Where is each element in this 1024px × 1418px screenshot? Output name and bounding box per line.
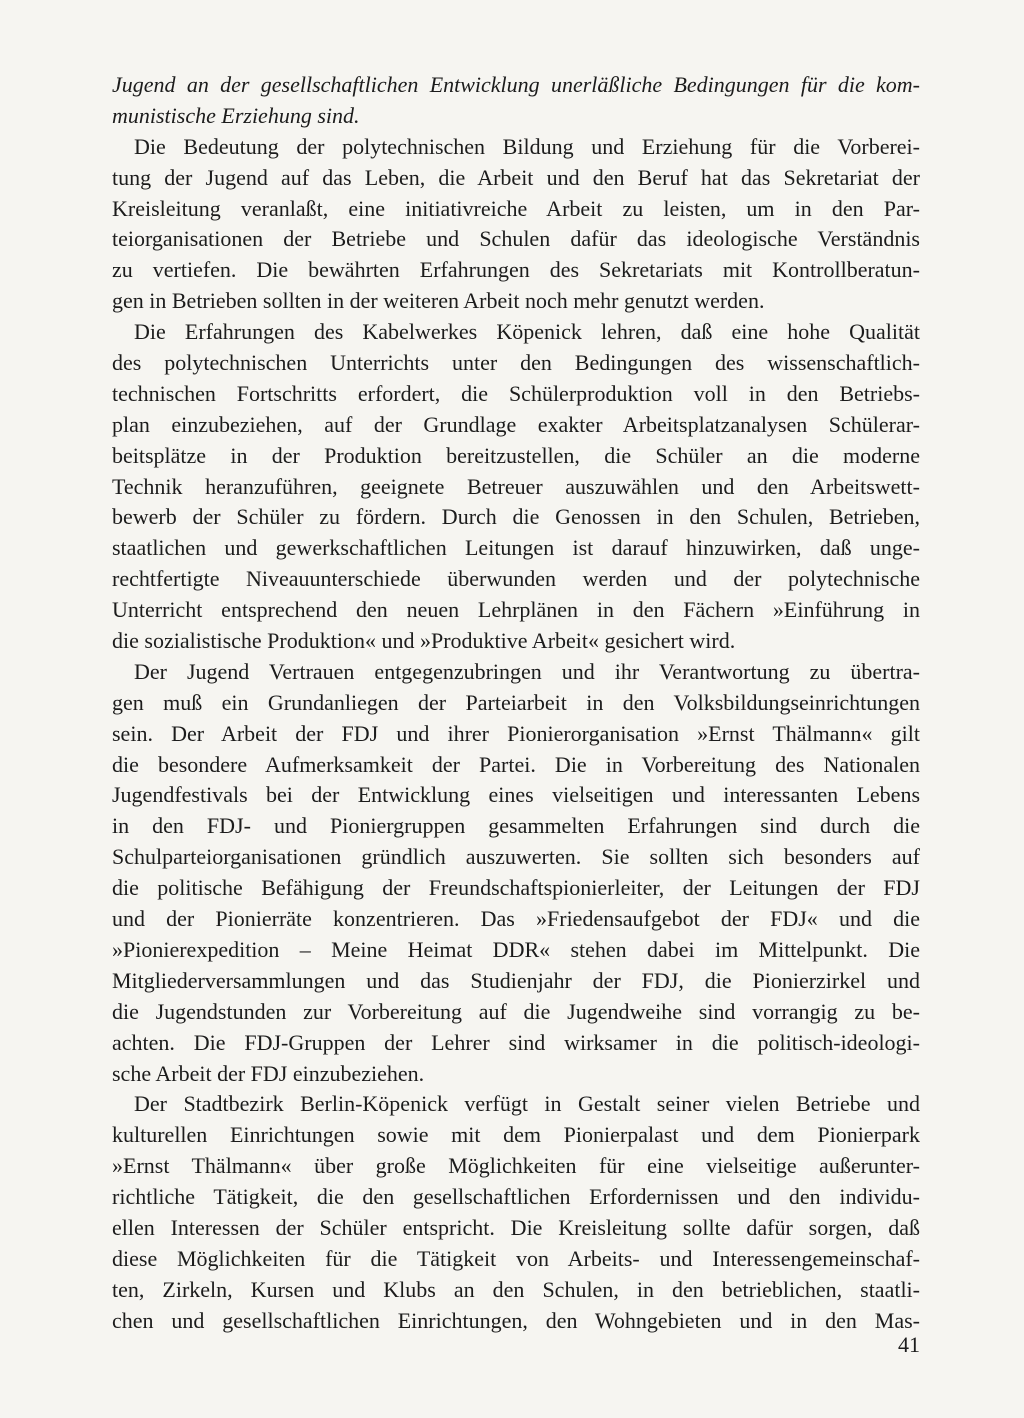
text-line: chen und gesellschaftlichen Einrichtungen, den Wohngebieten und in den Mas- (112, 1307, 920, 1333)
text-line: Der Stadtbezirk Berlin-Köpenick verfügt in Gestalt seiner vielen Betriebe und (134, 1091, 920, 1117)
text-line: plan einzubeziehen, auf der Grundlage exakter Arbeitsplatzanalysen Schülerar- (112, 411, 920, 437)
text-line: und der Pionierräte konzentrieren. Das »Friedensaufgebot der FDJ« und die (112, 906, 920, 932)
text-line: zu vertiefen. Die bewährten Erfahrungen des Sekretariats mit Kontrollberatun- (112, 257, 920, 283)
paragraph-stadtbezirk-koepenick (112, 1089, 920, 1336)
text-line: staatlichen und gewerkschaftlichen Leitungen ist darauf hinzuwirken, daß unge- (112, 535, 920, 561)
text-line: ellen Interessen der Schüler entspricht. Die Kreisleitung sollte dafür sorgen, daß (112, 1214, 920, 1240)
text-line: gen muß ein Grundanliegen der Parteiarbeit in den Volksbildungseinrichtungen (112, 689, 920, 715)
body-text (112, 70, 920, 1337)
text-line: gen in Betrieben sollten in der weiteren Arbeit noch mehr genutzt werden. (112, 288, 765, 314)
text-line: Unterricht entsprechend den neuen Lehrplänen in den Fächern »Einführung in (112, 597, 920, 623)
text-line: Schulparteiorganisationen gründlich auszuwerten. Sie sollten sich besonders auf (112, 844, 920, 870)
text-line: sein. Der Arbeit der FDJ und ihrer Pionierorganisation »Ernst Thälmann« gilt (112, 720, 920, 746)
text-line: Technik heranzuführen, geeignete Betreuer auszuwählen und den Arbeitswett- (112, 473, 920, 499)
text-line: bewerb der Schüler zu fördern. Durch die Genossen in den Schulen, Betrieben, (112, 504, 920, 530)
text-line: die sozialistische Produktion« und »Produktive Arbeit« gesichert wird. (112, 628, 736, 654)
text-line: Die Bedeutung der polytechnischen Bildung und Erziehung für die Vorberei- (134, 133, 920, 159)
text-line: »Pionierexpedition – Meine Heimat DDR« stehen dabei im Mittelpunkt. Die (112, 936, 920, 962)
text-line: Die Erfahrungen des Kabelwerkes Köpenick lehren, daß eine hohe Qualität (134, 319, 920, 345)
text-line: diese Möglichkeiten für die Tätigkeit von Arbeits- und Interessengemeinschaf- (112, 1245, 920, 1271)
text-line: teiorganisationen der Betriebe und Schulen dafür das ideologische Verständnis (112, 226, 920, 252)
text-line: Der Jugend Vertrauen entgegenzubringen und ihr Verantwortung zu übertra- (134, 658, 920, 684)
text-line: beitsplätze in der Produktion bereitzustellen, die Schüler an die moderne (112, 442, 920, 468)
paragraph-youth-trust (112, 657, 920, 1089)
text-line: die politische Befähigung der Freundschaftspionierleiter, der Leitungen der FDJ (112, 875, 920, 901)
text-line: technischen Fortschritts erfordert, die Schülerproduktion voll in den Betriebs- (112, 380, 920, 406)
text-line: des polytechnischen Unterrichts unter den Bedingungen des wissenschaftlich- (112, 350, 920, 376)
text-line: rechtfertigte Niveauunterschiede überwunden werden und der polytechnische (112, 566, 920, 592)
text-line: die Jugendstunden zur Vorbereitung auf die Jugendweihe sind vorrangig zu be- (112, 998, 920, 1024)
text-line: tung der Jugend auf das Leben, die Arbeit und den Beruf hat das Sekretariat der (112, 164, 920, 190)
paragraph-intro-italic (112, 70, 920, 132)
text-line: kulturellen Einrichtungen sowie mit dem Pionierpalast und dem Pionierpark (112, 1122, 920, 1148)
text-line: Mitgliederversammlungen und das Studienjahr der FDJ, die Pionierzirkel und (112, 967, 920, 993)
page-number: 41 (898, 1332, 920, 1357)
paragraph-polytechnical-education (112, 132, 920, 317)
text-line: die besondere Aufmerksamkeit der Partei. Die in Vorbereitung des Nationalen (112, 751, 920, 777)
text-line: sche Arbeit der FDJ einzubeziehen. (112, 1060, 425, 1086)
text-line: Jugendfestivals bei der Entwicklung eines vielseitigen und interessanten Lebens (112, 782, 920, 808)
text-line: »Ernst Thälmann« über große Möglichkeiten für eine vielseitige außerunter- (112, 1153, 920, 1179)
paragraph-kabelwerk-experience (112, 317, 920, 657)
text-line: in den FDJ- und Pioniergruppen gesammelten Erfahrungen sind durch die (112, 813, 920, 839)
text-line: Kreisleitung veranlaßt, eine initiativreiche Arbeit zu leisten, um in den Par- (112, 195, 920, 221)
text-line: achten. Die FDJ-Gruppen der Lehrer sind wirksamer in die politisch-ideologi- (112, 1029, 920, 1055)
text-line: ten, Zirkeln, Kursen und Klubs an den Schulen, in den betrieblichen, staatli- (112, 1276, 920, 1302)
text-line: munistische Erziehung sind. (112, 102, 360, 128)
text-line: richtliche Tätigkeit, die den gesellschaftlichen Erfordernissen und den individu- (112, 1184, 920, 1210)
text-line: Jugend an der gesellschaftlichen Entwicklung unerläßliche Bedingungen für die kom- (112, 72, 920, 97)
